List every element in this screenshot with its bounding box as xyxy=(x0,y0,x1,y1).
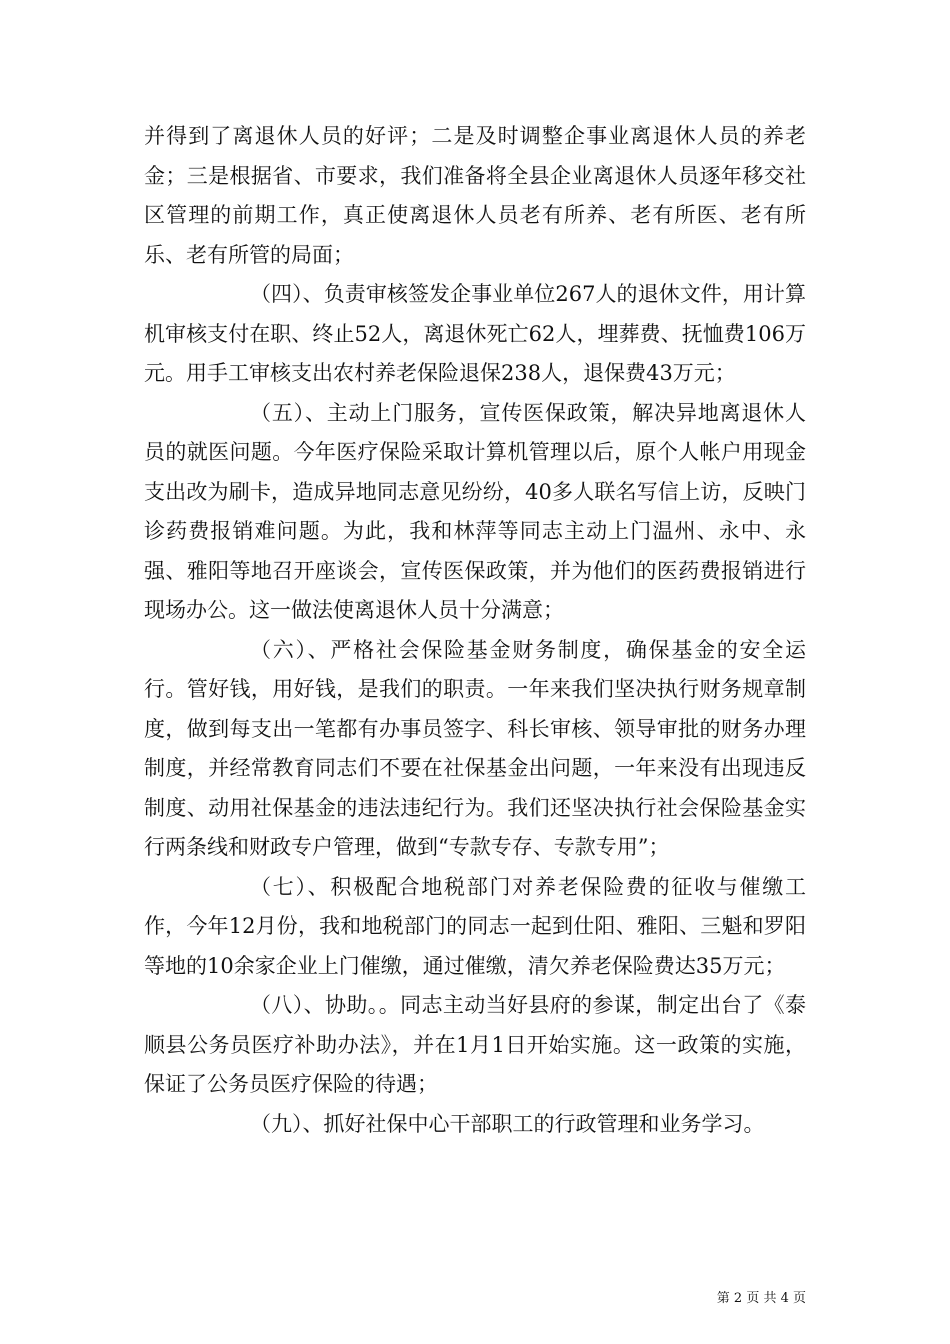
paragraph-retiree-services: 并得到了离退休人员的好评；二是及时调整企事业离退休人员的养老金；三是根据省、市要求，我们准备将全县企业离退休人员逐年移交社区管理的前期工作，真正使离退休人员老有所养、老有所医、老有所乐、老有所管的局面； xyxy=(144,124,806,267)
paragraph-item-8: （八）、协助。。同志主动当好县府的参谋，制定出台了《泰顺县公务员医疗补助办法》，并在1月1日开始实施。这一政策的实施，保证了公务员医疗保险的待遇； xyxy=(144,993,806,1096)
paragraph-item-9: （九）、抓好社保中心干部职工的行政管理和业务学习。 xyxy=(250,1111,765,1136)
paragraph-item-6: （六）、严格社会保险基金财务制度，确保基金的安全运行。管好钱，用好钱，是我们的职责。一年来我们坚决执行财务规章制度，做到每支出一笔都有办事员签字、科长审核、领导审批的财务办理制度，并经常教育同志们不要在社保基金出问题，一年来没有出现违反制度、动用社保基金的违法违纪行为。我们还坚决执行社会保险基金实行两条线和财政专户管理，做到“专款专存、专款专用”； xyxy=(144,637,806,859)
paragraph-item-7: （七）、积极配合地税部门对养老保险费的征收与催缴工作，今年12月份，我和地税部门的同志一起到仕阳、雅阳、三魁和罗阳等地的10余家企业上门催缴，通过催缴，清欠养老保险费达35万元； xyxy=(144,874,806,978)
document-body xyxy=(144,117,806,1144)
paragraph-item-4: （四）、负责审核签发企事业单位267人的退休文件，用计算机审核支付在职、终止52人，离退休死亡62人，埋葬费、抚恤费106万元。用手工审核支出农村养老保险退保238人，退保费43万元； xyxy=(144,282,806,385)
paragraph-item-5: （五）、主动上门服务，宣传医保政策，解决异地离退休人员的就医问题。今年医疗保险采取计算机管理以后，原个人帐户用现金支出改为刷卡，造成异地同志意见纷纷，40多人联名写信上访，反映门诊药费报销难问题。为此，我和林萍等同志主动上门温州、永中、永强、雅阳等地召开座谈会，宣传医保政策，并为他们的医药费报销进行现场办公。这一做法使离退休人员十分满意； xyxy=(144,400,806,622)
page-number-footer: 第 2 页 共 4 页 xyxy=(716,1291,806,1306)
